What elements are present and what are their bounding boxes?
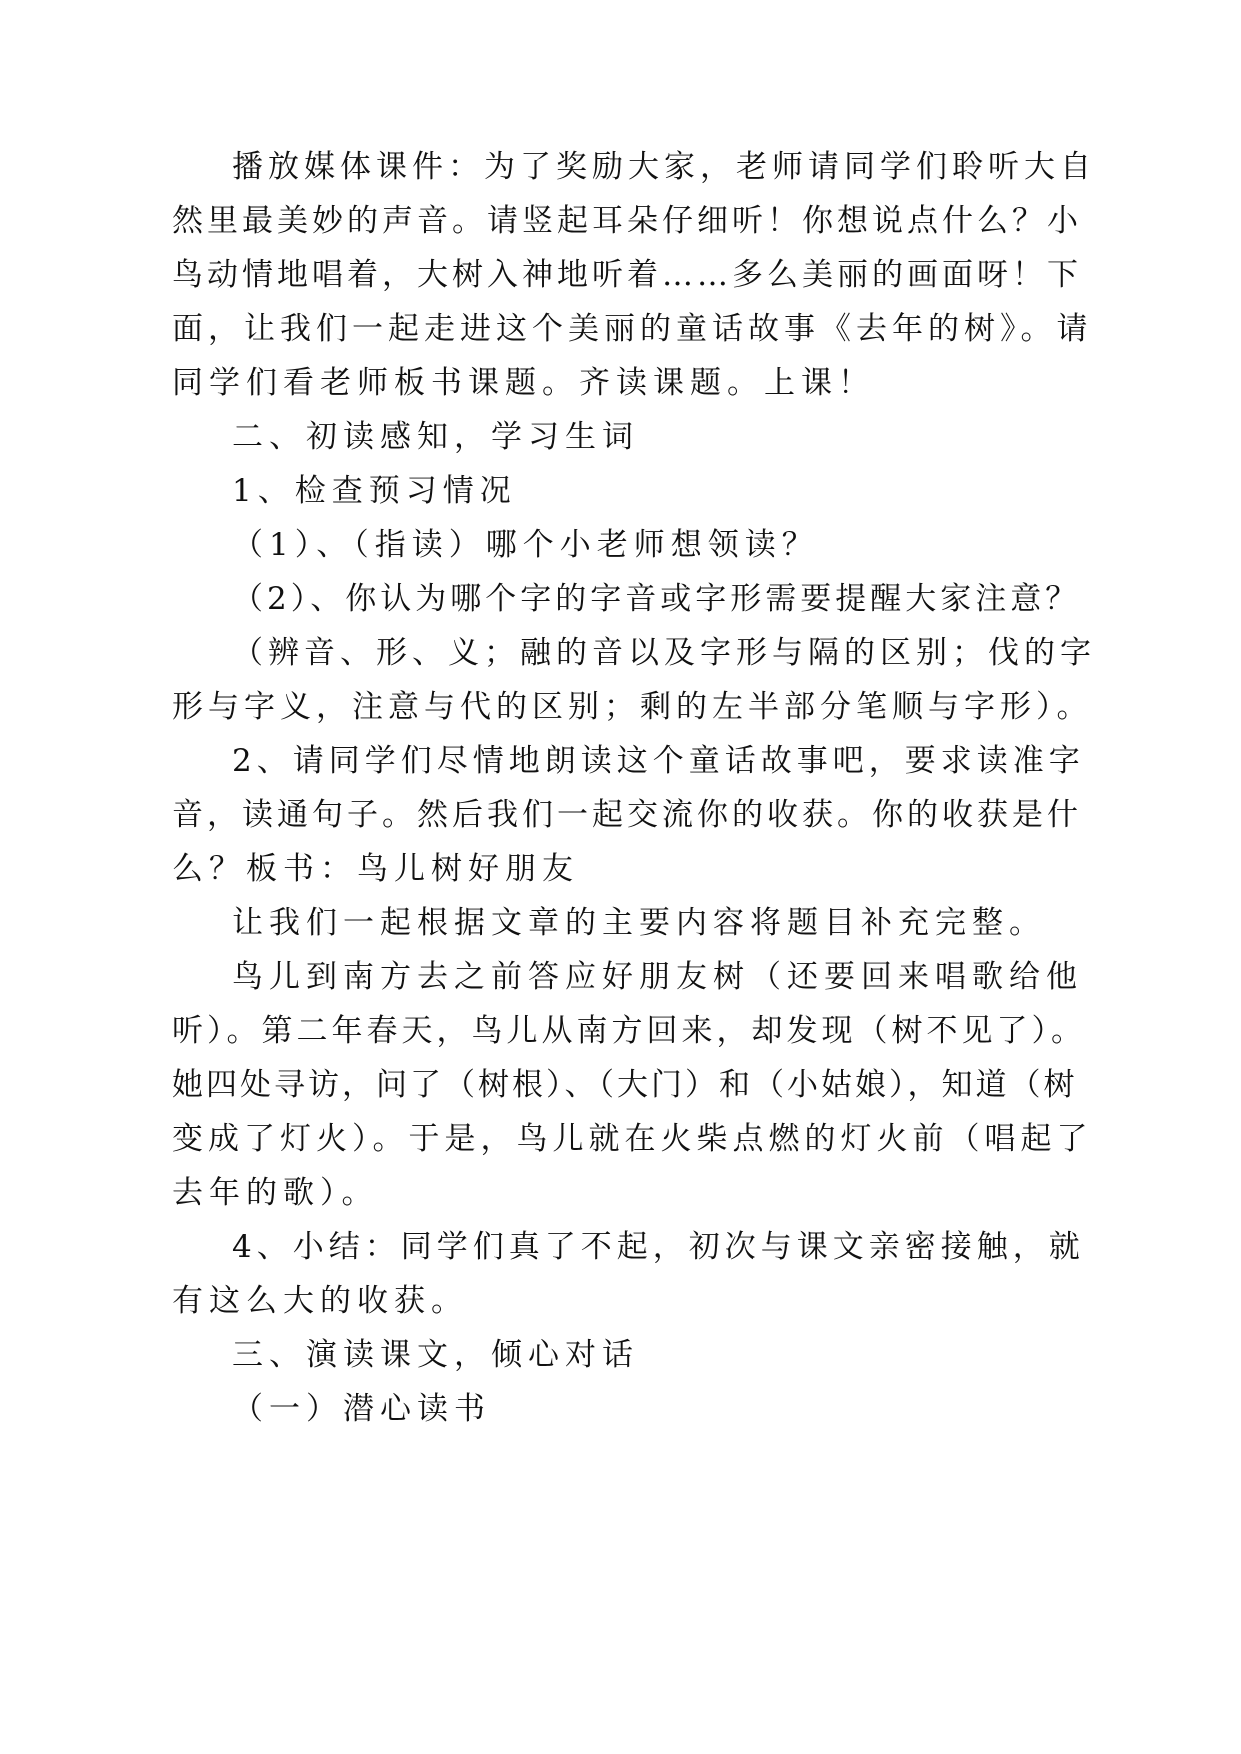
section-heading: 二、初读感知，学习生词: [232, 419, 639, 455]
paragraph-line: 有这么大的收获。: [172, 1283, 468, 1319]
subsection-heading: （一）潜心读书: [232, 1391, 491, 1427]
paragraph-line: （1）、（指读）哪个小老师想领读？: [232, 527, 819, 563]
paragraph-line: 同学们看老师板书课题。齐读课题。上课！: [172, 365, 875, 401]
paragraph-line: 形与字义，注意与代的区别；剩的左半部分笔顺与字形）。: [172, 689, 1093, 725]
paragraph-line: 她四处寻访，问了（树根）、（大门）和（小姑娘），知道（树: [172, 1067, 1078, 1103]
paragraph-line: （辨音、形、义；融的音以及字形与隔的区别；伐的字: [232, 635, 1096, 671]
paragraph-line: 鸟儿到南方去之前答应好朋友树（还要回来唱歌给他: [232, 959, 1083, 995]
paragraph-line: 播放媒体课件：为了奖励大家，老师请同学们聆听大自: [232, 149, 1096, 185]
paragraph-line: 面，让我们一起走进这个美丽的童话故事《去年的树》。请: [172, 311, 1093, 347]
paragraph-line: 音，读通句子。然后我们一起交流你的收获。你的收获是什: [172, 797, 1082, 833]
paragraph-line: 听）。第二年春天，鸟儿从南方回来，却发现（树不见了）。: [172, 1013, 1086, 1049]
paragraph-line: （2）、你认为哪个字的字音或字形需要提醒大家注意？: [232, 581, 1081, 617]
paragraph-line: 鸟动情地唱着，大树入神地听着……多么美丽的画面呀！下: [172, 257, 1082, 293]
paragraph-line: 1、检查预习情况: [232, 473, 517, 509]
section-heading: 三、演读课文，倾心对话: [232, 1337, 639, 1373]
paragraph-line: 去年的歌）。: [172, 1175, 379, 1211]
paragraph-line: 2、请同学们尽情地朗读这个童话故事吧，要求读准字: [232, 743, 1085, 779]
paragraph-line: 4、小结：同学们真了不起，初次与课文亲密接触，就: [232, 1229, 1085, 1265]
paragraph-line: 变成了灯火）。于是，鸟儿就在火柴点燃的灯火前（唱起了: [172, 1121, 1093, 1157]
paragraph-line: 让我们一起根据文章的主要内容将题目补充完整。: [232, 905, 1046, 941]
paragraph-line: 么？板书：鸟儿树好朋友: [172, 851, 579, 887]
paragraph-line: 然里最美妙的声音。请竖起耳朵仔细听！你想说点什么？小: [172, 203, 1082, 239]
